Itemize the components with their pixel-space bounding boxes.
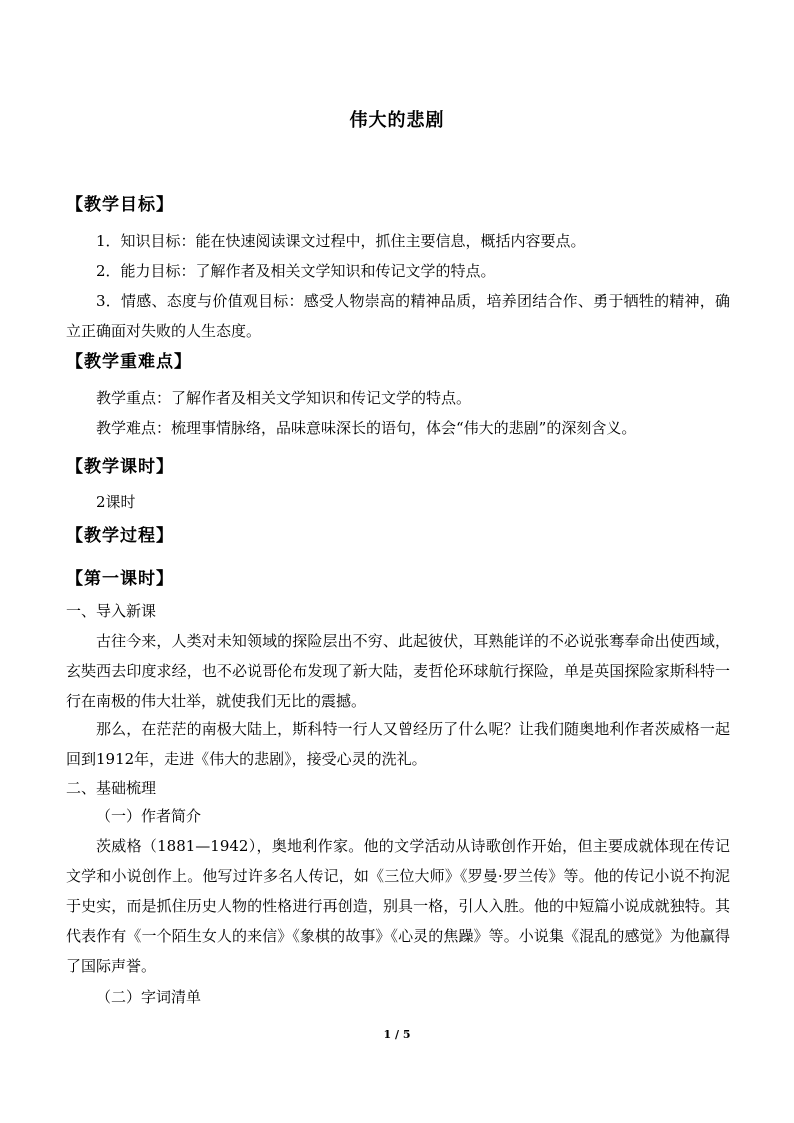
goal-item-1: 1．知识目标：能在快速阅读课文过程中，抓住主要信息，概括内容要点。 [96,232,586,250]
goal-item-2: 2．能力目标：了解作者及相关文学知识和传记文学的特点。 [96,262,496,280]
document-title: 伟大的悲剧 [349,110,445,131]
words-subheading: （二）字词清单 [96,988,202,1006]
part1-title: 一、导入新课 [66,602,157,620]
author-subheading: （一）作者简介 [96,807,202,825]
part2-title: 二、基础梳理 [66,779,157,797]
key-point-text: 教学重点：了解作者及相关文学知识和传记文学的特点。 [96,389,472,407]
difficulty-heading: 【教学重难点】 [66,352,192,372]
hours-text: 2课时 [96,493,136,511]
difficulty-text: 教学难点：梳理事情脉络，品味意味深长的语句，体会“伟大的悲剧”的深刻含义。 [96,419,637,437]
goal-item-3: 3．情感、态度与价值观目标：感受人物崇高的精神品质，培养团结合作、勇于牺牲的精神，确立正确面对失败的人生态度。 [66,292,730,340]
part1-paragraph-2: 那么，在茫茫的南极大陆上，斯科特一行人又曾经历了什么呢？让我们随奥地利作者茨威格一起回到1912年，走进《伟大的悲剧》，接受心灵的洗礼。 [66,720,730,768]
process-heading: 【教学过程】 [66,526,174,546]
first-lesson-heading: 【第一课时】 [66,569,174,589]
hours-heading: 【教学课时】 [66,457,174,477]
author-paragraph: 茨威格（1881—1942），奥地利作家。他的文学活动从诗歌创作开始，但主要成就体现在传记文学和小说创作上。他写过许多名人传记，如《三位大师》《罗曼·罗兰传》等。他的传记小说不拘泥于史实，而是抓住历史人物的性格进行再创造，别具一格，引人入胜。他的中短篇小说成就独特。其代表作有《一个陌生女人的来信》《象棋的故事》《心灵的焦躁》等。小说集《混乱的感觉》为他赢得了国际声誉。 [66,837,730,975]
goals-heading: 【教学目标】 [66,195,174,215]
page-number: 1 / 5 [383,1028,411,1041]
part1-paragraph-1: 古往今来，人类对未知领域的探险层出不穷、此起彼伏，耳熟能详的不必说张骞奉命出使西域，玄奘西去印度求经，也不必说哥伦布发现了新大陆，麦哲伦环球航行探险，单是英国探险家斯科特一行在南极的伟大壮举，就使我们无比的震撼。 [66,632,730,710]
